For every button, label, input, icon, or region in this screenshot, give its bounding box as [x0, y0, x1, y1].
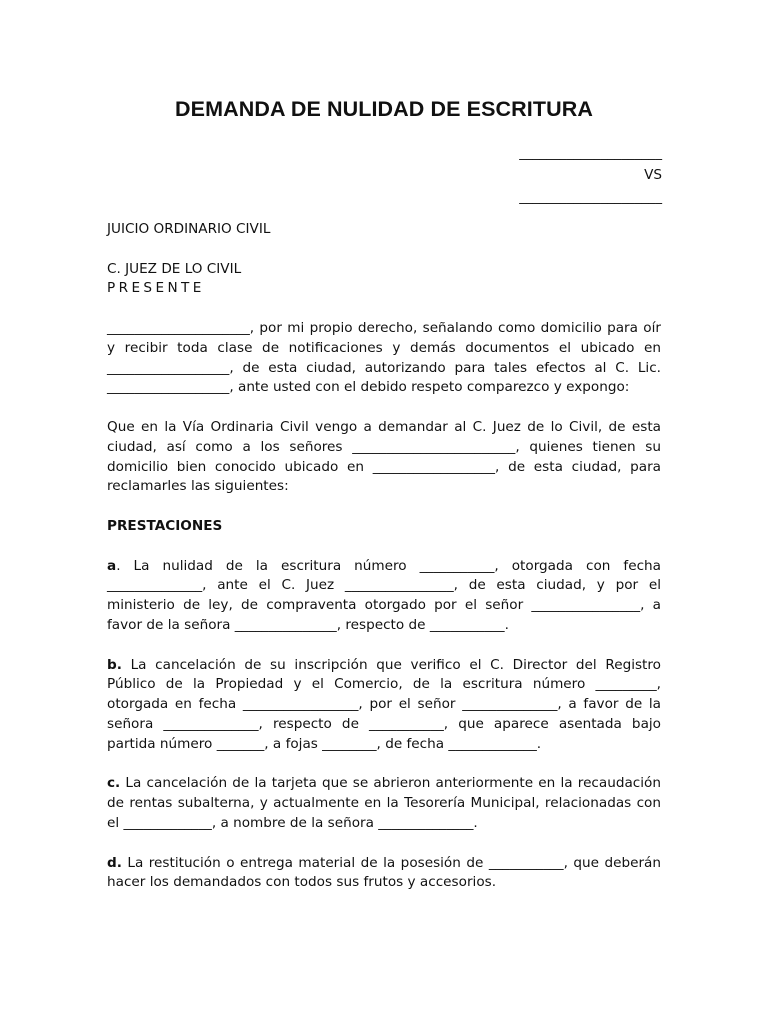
item-text: La restitución o entrega material de la posesión de ___________, que deberán hacer los demandados con todos sus frutos y accesorios. — [107, 854, 661, 891]
item-text: La cancelación de la tarjeta que se abrieron anteriormente en la recaudación de rentas subalterna, y actualmente en la Tesorería Municipal, relacionadas con el _____________, a nombre de la señora ______________. — [107, 775, 661, 831]
item-letter: b. — [107, 656, 122, 673]
prestaciones-heading: PRESTACIONES — [107, 517, 223, 534]
case-parties — [440, 142, 662, 208]
addressee-block — [107, 260, 661, 300]
addressee-present: PRESENTE — [107, 280, 205, 297]
document-title: DEMANDA DE NULIDAD DE ESCRITURA — [175, 97, 593, 121]
trial-type: JUICIO ORDINARIO CIVIL — [107, 221, 271, 237]
prestacion-item-a — [107, 557, 661, 636]
prestacion-item-b — [107, 656, 661, 755]
defendant-blank: _____________________ — [519, 189, 662, 205]
item-letter: d. — [107, 854, 122, 871]
prestacion-item-d — [107, 854, 661, 894]
item-letter: a — [107, 557, 117, 574]
addressee-judge: C. JUEZ DE LO CIVIL — [107, 260, 242, 277]
item-text: . La nulidad de la escritura número ___________, otorgada con fecha ______________, ante el C. Juez ________________, de esta ciudad, y por el ministerio de ley, de compraventa otorgado por el señor ________________, a favor de la señora _______________, respecto de ___________. — [107, 557, 661, 633]
document-body — [107, 220, 661, 913]
intro-paragraph: _____________________, por mi propio derecho, señalando como domicilio para oír y recibir toda clase de notificaciones y demás documentos el ubicado en __________________, de esta ciudad, autorizando para tales efectos al C. Lic. __________________, ante usted con el debido respeto comparezco y expongo: — [107, 319, 661, 396]
statement-paragraph: Que en la Vía Ordinaria Civil vengo a demandar al C. Juez de lo Civil, de esta ciudad, así como a los señores ________________________, quienes tienen su domicilio bien conocido ubicado en __________________, de esta ciudad, para reclamarles las siguientes: — [107, 418, 661, 495]
prestacion-item-c — [107, 774, 661, 833]
item-text: La cancelación de su inscripción que verifico el C. Director del Registro Público de la Propiedad y el Comercio, de la escritura número _________, otorgada en fecha _________________, por el señor ______________, a favor de la señora ______________, respecto de ___________, que aparece asentada bajo partida número _______, a fojas ________, de fecha _____________. — [107, 656, 661, 752]
plaintiff-blank: _____________________ — [519, 145, 662, 161]
item-letter: c. — [107, 775, 121, 792]
versus-label: VS — [644, 167, 662, 183]
